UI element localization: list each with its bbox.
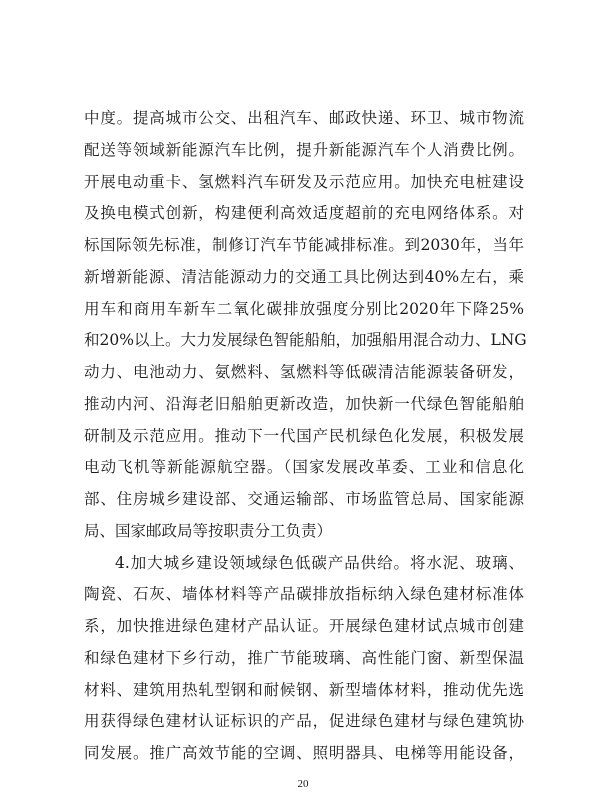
- page-number: 20: [297, 778, 309, 790]
- body-text: [84, 103, 527, 770]
- text-line: 陶瓷、石灰、墙体材料等产品碳排放指标纳入绿色建材标准体: [84, 585, 524, 604]
- text-line: 用获得绿色建材认证标识的产品，促进绿色建材与绿色建筑协: [84, 712, 524, 731]
- text-line: 动力、电池动力、氨燃料、氢燃料等低碳清洁能源装备研发，: [84, 363, 524, 381]
- text-line: 中度。提高城市公交、出租汽车、邮政快递、环卫、城市物流: [84, 109, 524, 127]
- text-line: 部、住房城乡建设部、交通运输部、市场监管总局、国家能源: [84, 490, 524, 508]
- text-line: 新增新能源、清洁能源动力的交通工具比例达到40%左右，乘: [84, 267, 524, 286]
- text-line: 和绿色建材下乡行动，推广节能玻璃、高性能门窗、新型保温: [84, 648, 524, 667]
- text-line: 电动飞机等新能源航空器。（国家发展改革委、工业和信息化: [84, 458, 524, 477]
- text-line: 同发展。推广高效节能的空调、照明器具、电梯等用能设备，: [84, 744, 524, 762]
- paragraph-heading-line: 4.加大城乡建设领域绿色低碳产品供给。将水泥、玻璃、: [115, 553, 524, 572]
- text-line: 研制及示范应用。推动下一代国产民机绿色化发展，积极发展: [84, 426, 524, 445]
- text-line: 局、国家邮政局等按职责分工负责）: [84, 521, 333, 540]
- text-line: 材料、建筑用热轧型钢和耐候钢、新型墙体材料，推动优先选: [84, 680, 524, 699]
- text-line: 开展电动重卡、氢燃料汽车研发及示范应用。加快充电桩建设: [84, 172, 524, 191]
- text-line: 用车和商用车新车二氧化碳排放强度分别比2020年下降25%: [84, 299, 524, 318]
- text-line: 及换电模式创新，构建便利高效适度超前的充电网络体系。对: [84, 204, 524, 223]
- text-line: 配送等领域新能源汽车比例，提升新能源汽车个人消费比例。: [84, 140, 524, 159]
- text-line: 推动内河、沿海老旧船舶更新改造，加快新一代绿色智能船舶: [84, 394, 524, 413]
- text-line: 和20%以上。大力发展绿色智能船舶，加强船用混合动力、LNG: [84, 331, 527, 350]
- text-line: 标国际领先标准，制修订汽车节能减排标准。到2030年，当年: [84, 236, 524, 254]
- text-line: 系，加快推进绿色建材产品认证。开展绿色建材试点城市创建: [84, 617, 524, 635]
